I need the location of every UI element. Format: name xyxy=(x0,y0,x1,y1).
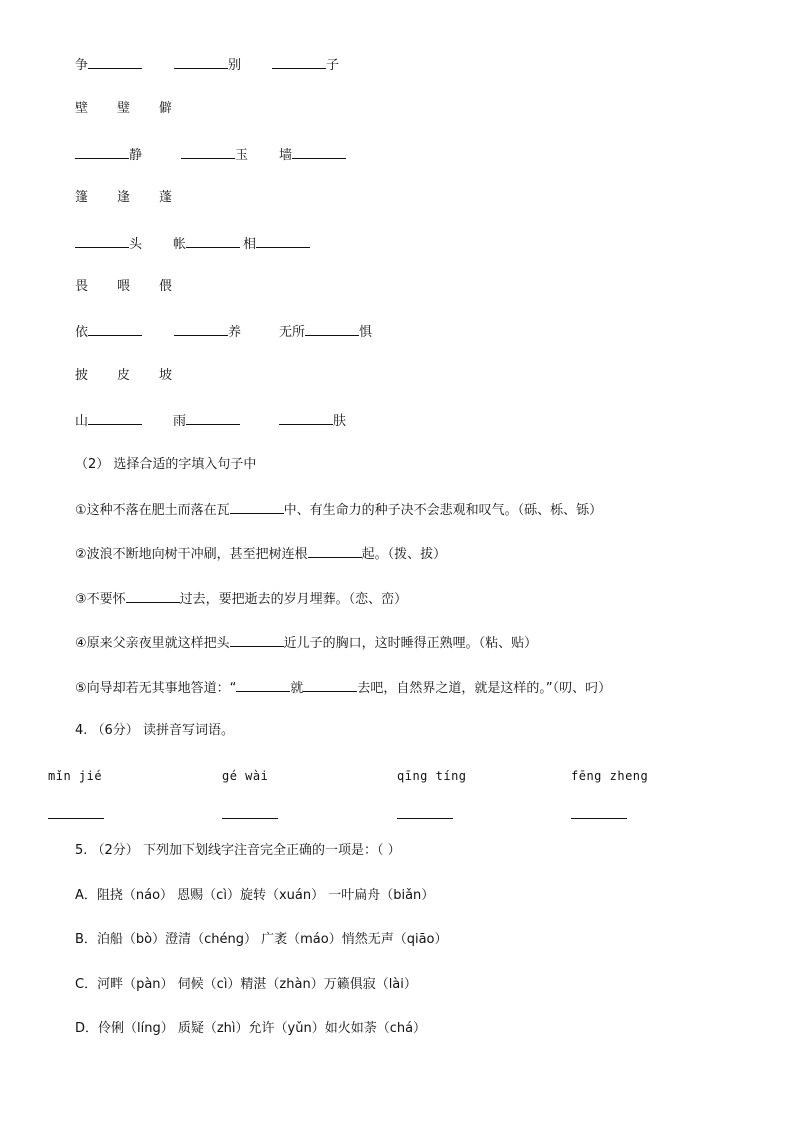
section-2-title xyxy=(75,455,256,475)
char: 坡 xyxy=(159,368,173,383)
word-group xyxy=(173,233,240,255)
word-group xyxy=(174,321,241,343)
option-c[interactable] xyxy=(75,975,417,995)
char: 争 xyxy=(75,58,89,73)
answer-blank[interactable] xyxy=(75,233,129,248)
answer-blank[interactable] xyxy=(279,410,333,425)
word-group xyxy=(75,144,142,166)
char: 皮 xyxy=(117,368,131,383)
char: 头 xyxy=(129,237,143,252)
char: 山 xyxy=(75,414,89,429)
word-group xyxy=(75,233,142,255)
char: 蓬 xyxy=(159,190,173,205)
answer-blank[interactable] xyxy=(88,54,142,69)
word-group xyxy=(75,54,142,76)
sentence-text: 就 xyxy=(290,681,304,696)
answer-blank[interactable] xyxy=(88,410,142,425)
char: 篷 xyxy=(75,190,89,205)
sentence-text: ②波浪不断地向树干冲刷，甚至把树连根 xyxy=(75,547,308,562)
answer-blank[interactable] xyxy=(174,321,228,336)
char: 畏 xyxy=(75,279,89,294)
answer-blank[interactable] xyxy=(75,144,129,159)
answer-blank[interactable] xyxy=(256,233,310,248)
sentence-4 xyxy=(75,632,537,652)
char: 子 xyxy=(326,58,340,73)
char: 静 xyxy=(129,148,143,163)
word-group xyxy=(243,233,310,255)
sentence-5 xyxy=(75,677,611,697)
option-text: C．河畔（pàn） 伺候（cì）精湛（zhàn）万籁俱寂（lài） xyxy=(75,977,417,992)
char: 玉 xyxy=(235,148,249,163)
word-group xyxy=(75,410,142,432)
answer-blank[interactable] xyxy=(186,410,240,425)
answer-blank[interactable] xyxy=(272,54,326,69)
answer-line[interactable] xyxy=(397,818,453,819)
word-group xyxy=(173,410,240,432)
sentence-text: ④原来父亲夜里就这样把头 xyxy=(75,636,230,651)
sentence-3 xyxy=(75,588,407,608)
char: 相 xyxy=(243,237,257,252)
sentence-text: 近儿子的胸口，这时睡得正熟哩。（粘、贴） xyxy=(283,636,538,651)
answer-blank[interactable] xyxy=(174,54,228,69)
question-text: 5. （2分） 下列加下划线字注音完全正确的一项是：（ ） xyxy=(75,843,401,858)
char: 惧 xyxy=(359,325,373,340)
sentence-1 xyxy=(75,499,602,519)
char: 无所 xyxy=(279,325,306,340)
word-group xyxy=(279,321,372,343)
pinyin-text: qīng tíng xyxy=(397,769,467,783)
sentence-text: 中、有生命力的种子决不会悲观和叹气。（砾、栎、铄） xyxy=(283,503,603,518)
word-group xyxy=(272,54,339,76)
word-group xyxy=(279,410,346,432)
word-group xyxy=(75,321,142,343)
char: 帐 xyxy=(173,237,187,252)
word-group xyxy=(174,54,241,76)
char: 璧 xyxy=(117,101,131,116)
answer-blank[interactable] xyxy=(305,321,359,336)
answer-blank[interactable] xyxy=(230,632,284,647)
answer-blank[interactable] xyxy=(292,144,346,159)
pinyin-row xyxy=(48,766,748,786)
char: 肤 xyxy=(333,414,347,429)
answer-blank[interactable] xyxy=(308,543,362,558)
char: 喂 xyxy=(117,279,131,294)
answer-blank[interactable] xyxy=(303,677,357,692)
sentence-2 xyxy=(75,543,446,563)
option-text: A．阻挠（náo） 恩赐（cì）旋转（xuán） 一叶扁舟（biǎn） xyxy=(75,888,435,903)
char: 僻 xyxy=(159,101,173,116)
answer-line[interactable] xyxy=(222,818,278,819)
char: 依 xyxy=(75,325,89,340)
char: 壁 xyxy=(75,101,89,116)
pinyin-text: gé wài xyxy=(222,769,269,783)
word-group xyxy=(181,144,248,166)
option-text: B．泊船（bò）澄清（chéng） 广袤（máo）悄然无声（qiāo） xyxy=(75,932,448,947)
char: 养 xyxy=(228,325,242,340)
sentence-text: 过去，要把逝去的岁月埋葬。（恋、峦） xyxy=(179,592,408,607)
sentence-text: ①这种不落在肥土而落在瓦 xyxy=(75,503,230,518)
answer-blank[interactable] xyxy=(186,233,240,248)
char: 雨 xyxy=(173,414,187,429)
answer-blank[interactable] xyxy=(126,588,180,603)
question-text: 4. （6分） 读拼音写词语。 xyxy=(75,723,234,738)
char: 别 xyxy=(228,58,242,73)
option-a[interactable] xyxy=(75,886,434,906)
word-group xyxy=(279,144,346,166)
answer-line[interactable] xyxy=(48,818,104,819)
option-text: D．伶俐（líng） 质疑（zhì）允许（yǔn）如火如荼（chá） xyxy=(75,1021,427,1036)
answer-blank[interactable] xyxy=(181,144,235,159)
char: 披 xyxy=(75,368,89,383)
char: 偎 xyxy=(159,279,173,294)
pinyin-text: fēng zheng xyxy=(571,769,649,783)
sentence-text: 去吧，自然界之道，就是这样的。”（叨、叼） xyxy=(357,681,612,696)
question-4 xyxy=(75,721,234,741)
sentence-text: ⑤向导却若无其事地答道：“ xyxy=(75,681,237,696)
option-d[interactable] xyxy=(75,1019,426,1039)
question-5 xyxy=(75,841,401,861)
answer-line[interactable] xyxy=(571,818,627,819)
answer-blank[interactable] xyxy=(88,321,142,336)
answer-blank[interactable] xyxy=(236,677,290,692)
option-b[interactable] xyxy=(75,930,448,950)
section-title-text: （2） 选择合适的字填入句子中 xyxy=(75,457,257,472)
sentence-text: 起。（拨、拔） xyxy=(361,547,447,562)
char: 墙 xyxy=(279,148,293,163)
char: 逢 xyxy=(117,190,131,205)
pinyin-text: mǐn jié xyxy=(48,769,103,783)
answer-blank[interactable] xyxy=(230,499,284,514)
sentence-text: ③不要怀 xyxy=(75,592,126,607)
